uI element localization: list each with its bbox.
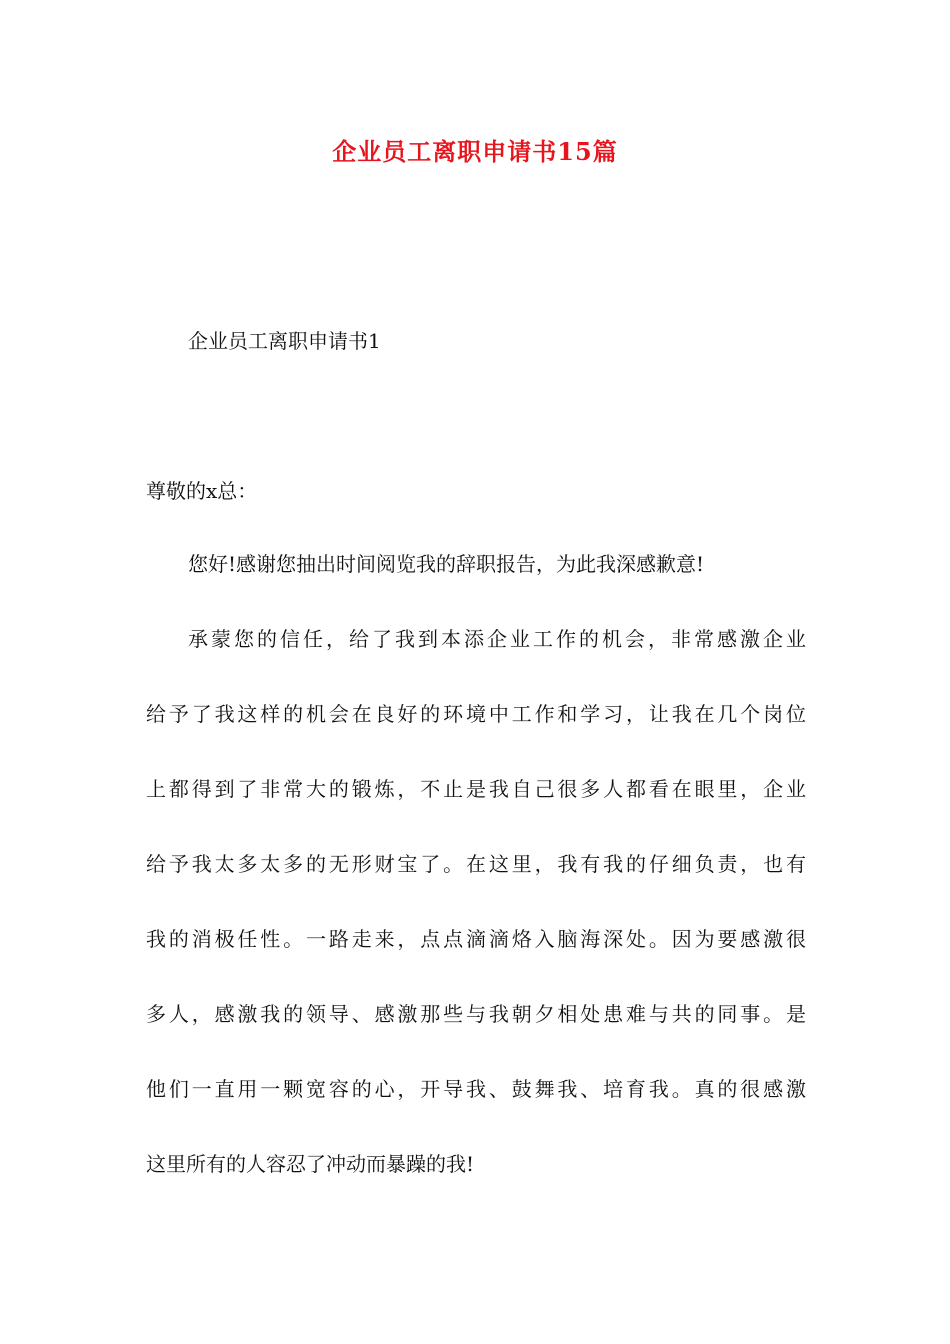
body-line: 给予了我这样的机会在良好的环境中工作和学习，让我在几个岗位 xyxy=(146,702,806,726)
body-line: 上都得到了非常大的锻炼，不止是我自己很多人都看在眼里，企业 xyxy=(146,777,806,801)
salutation: 尊敬的x总： xyxy=(146,479,258,503)
body-line: 这里所有的人容忍了冲动而暴躁的我! xyxy=(146,1152,475,1176)
body-paragraph-main xyxy=(146,602,806,1202)
document-title: 企业员工离职申请书15篇 xyxy=(332,137,618,166)
body-paragraph-greeting: 您好!感谢您抽出时间阅览我的辞职报告，为此我深感歉意! xyxy=(188,552,705,576)
body-line: 我的消极任性。一路走来，点点滴滴烙入脑海深处。因为要感激很 xyxy=(146,927,806,951)
body-line: 他们一直用一颗宽容的心，开导我、鼓舞我、培育我。真的很感激 xyxy=(146,1077,806,1101)
body-line: 给予我太多太多的无形财宝了。在这里，我有我的仔细负责，也有 xyxy=(146,852,806,876)
section-heading: 企业员工离职申请书1 xyxy=(188,329,381,353)
body-line: 多人，感激我的领导、感激那些与我朝夕相处患难与共的同事。是 xyxy=(146,1002,806,1026)
body-line: 承蒙您的信任，给了我到本添企业工作的机会，非常感激企业 xyxy=(188,627,806,651)
